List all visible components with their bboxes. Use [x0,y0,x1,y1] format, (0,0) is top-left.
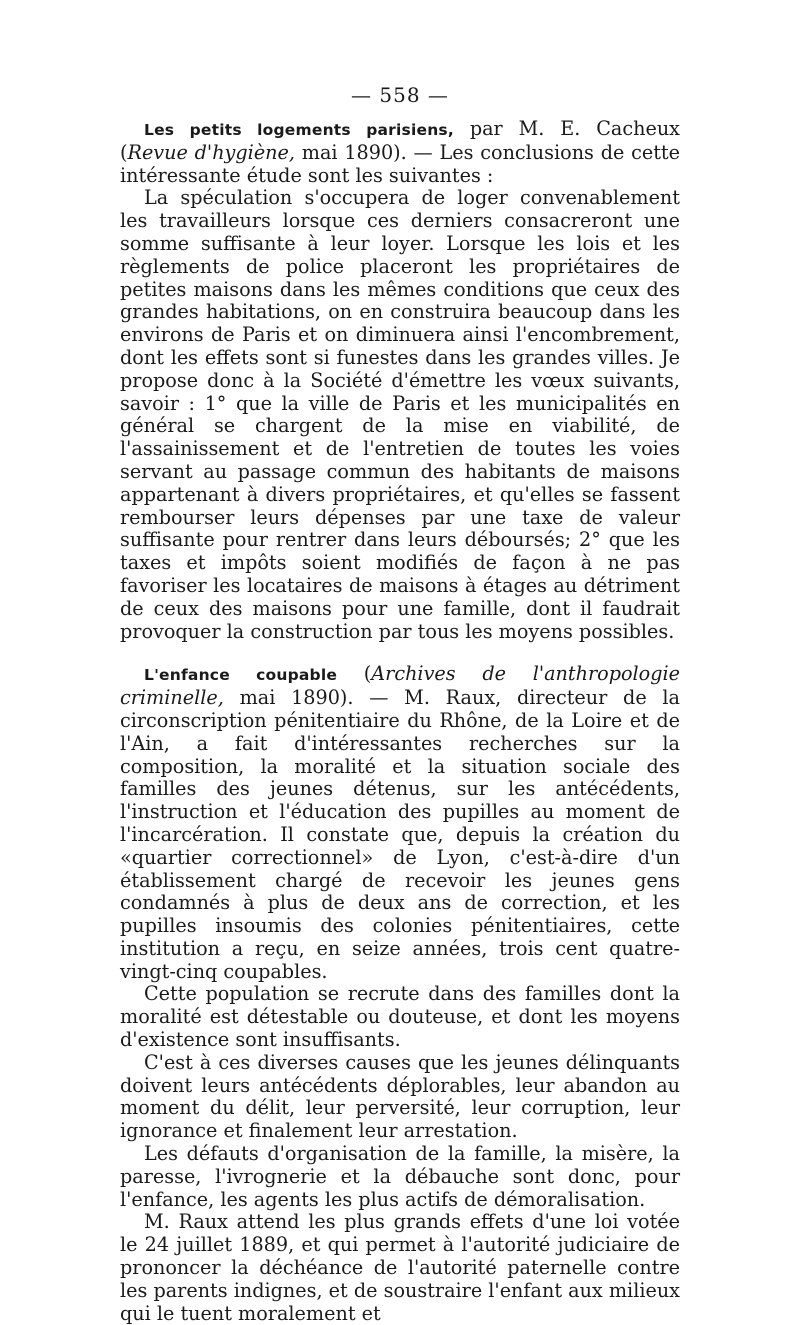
article-lead-text: mai 1890). — Les conclusions de cette intéressante étude sont les suivantes : [120,140,681,187]
body-paragraph: M. Raux attend les plus grands effets d'une loi votée le 24 juillet 1889, et qui permet à l'autorité judiciaire de prononcer la déchéance de l'autorité paternelle contre les parents indignes, et de soustraire l'enfant aux milieux qui le tuent moralement et [120,1210,680,1325]
article-lead-text: par M. E. Cacheux ( [120,117,680,164]
page-number: — 558 — [351,83,449,107]
document-page [120,82,680,1325]
body-paragraph: Les défauts d'organisation de la famille, la misère, la paresse, l'ivrognerie et la débauche sont donc, pour l'enfance, les agents les plus actifs de démoralisation. [120,1142,680,1211]
article-heading-paragraph [120,663,680,983]
article-lead-text: ( [337,662,372,686]
article-lead-text: mai 1890). — M. Raux, directeur de la circonscription pénitentiaire du Rhône, de la Loire et de l'Ain, a fait d'intéressantes recherches sur la composition, la moralité et la situation sociale des familles des jeunes détenus, sur les antécédents, l'instruction et l'éducation des pupilles au moment de l'incarcération. Il constate que, depuis la création du «quartier correctionnel» de Lyon, c'est-à-dire d'un établissement chargé de recevoir les jeunes gens condamnés à plus de deux ans de correction, et les pupilles insoumis des colonies pénitentiaires, cette institution a reçu, en seize années, trois cent quatre-vingt-cinq coupables. [120,686,680,983]
body-paragraph: Cette population se recrute dans des familles dont la moralité est détestable ou douteuse, et dont les moyens d'existence sont insuffisants. [120,982,680,1052]
article-source: Revue d'hygiène, [127,140,295,164]
article-petits-logements [120,118,680,643]
body-paragraph: La spéculation s'occupera de loger convenablement les travailleurs lorsque ces derniers consacreront une somme suffisante à leur loyer. Lorsque les lois et les règlements de police placeront les propriétaires de petites maisons dans les mêmes conditions que ceux des grandes habitations, on en construira beaucoup dans les environs de Paris et on diminuera ainsi l'encombrement, dont les effets sont si funestes dans les grandes villes. Je propose donc à la Société d'émettre les vœux suivants, savoir : 1° que la ville de Paris et les municipalités en général se chargent de la mise en viabilité, de l'assainissement et de l'entretien de toutes les voies servant au passage commun des habitants de maisons appartenant à divers propriétaires, et qu'elles se fassent rembourser leurs dépenses par une taxe de valeur suffisante pour rentrer dans leurs déboursés; 2° que les taxes et impôts soient modifiés de façon à ne pas favoriser les locataires de maisons à étages au détriment de ceux des maisons pour une famille, dont il faudrait provoquer la construction par tous les moyens possibles. [120,186,680,643]
article-title: Les petits logements parisiens, [144,121,454,139]
article-source: Archives de l'anthropologie criminelle, [120,662,680,710]
article-title: L'enfance coupable [144,666,338,685]
article-enfance-coupable [120,663,680,1325]
body-paragraph: C'est à ces diverses causes que les jeunes délinquants doivent leurs antécédents déplorables, leur abandon au moment du délit, leur perversité, leur corruption, leur ignorance et finalement leur arrestation. [120,1050,680,1143]
article-heading-paragraph [120,118,680,187]
